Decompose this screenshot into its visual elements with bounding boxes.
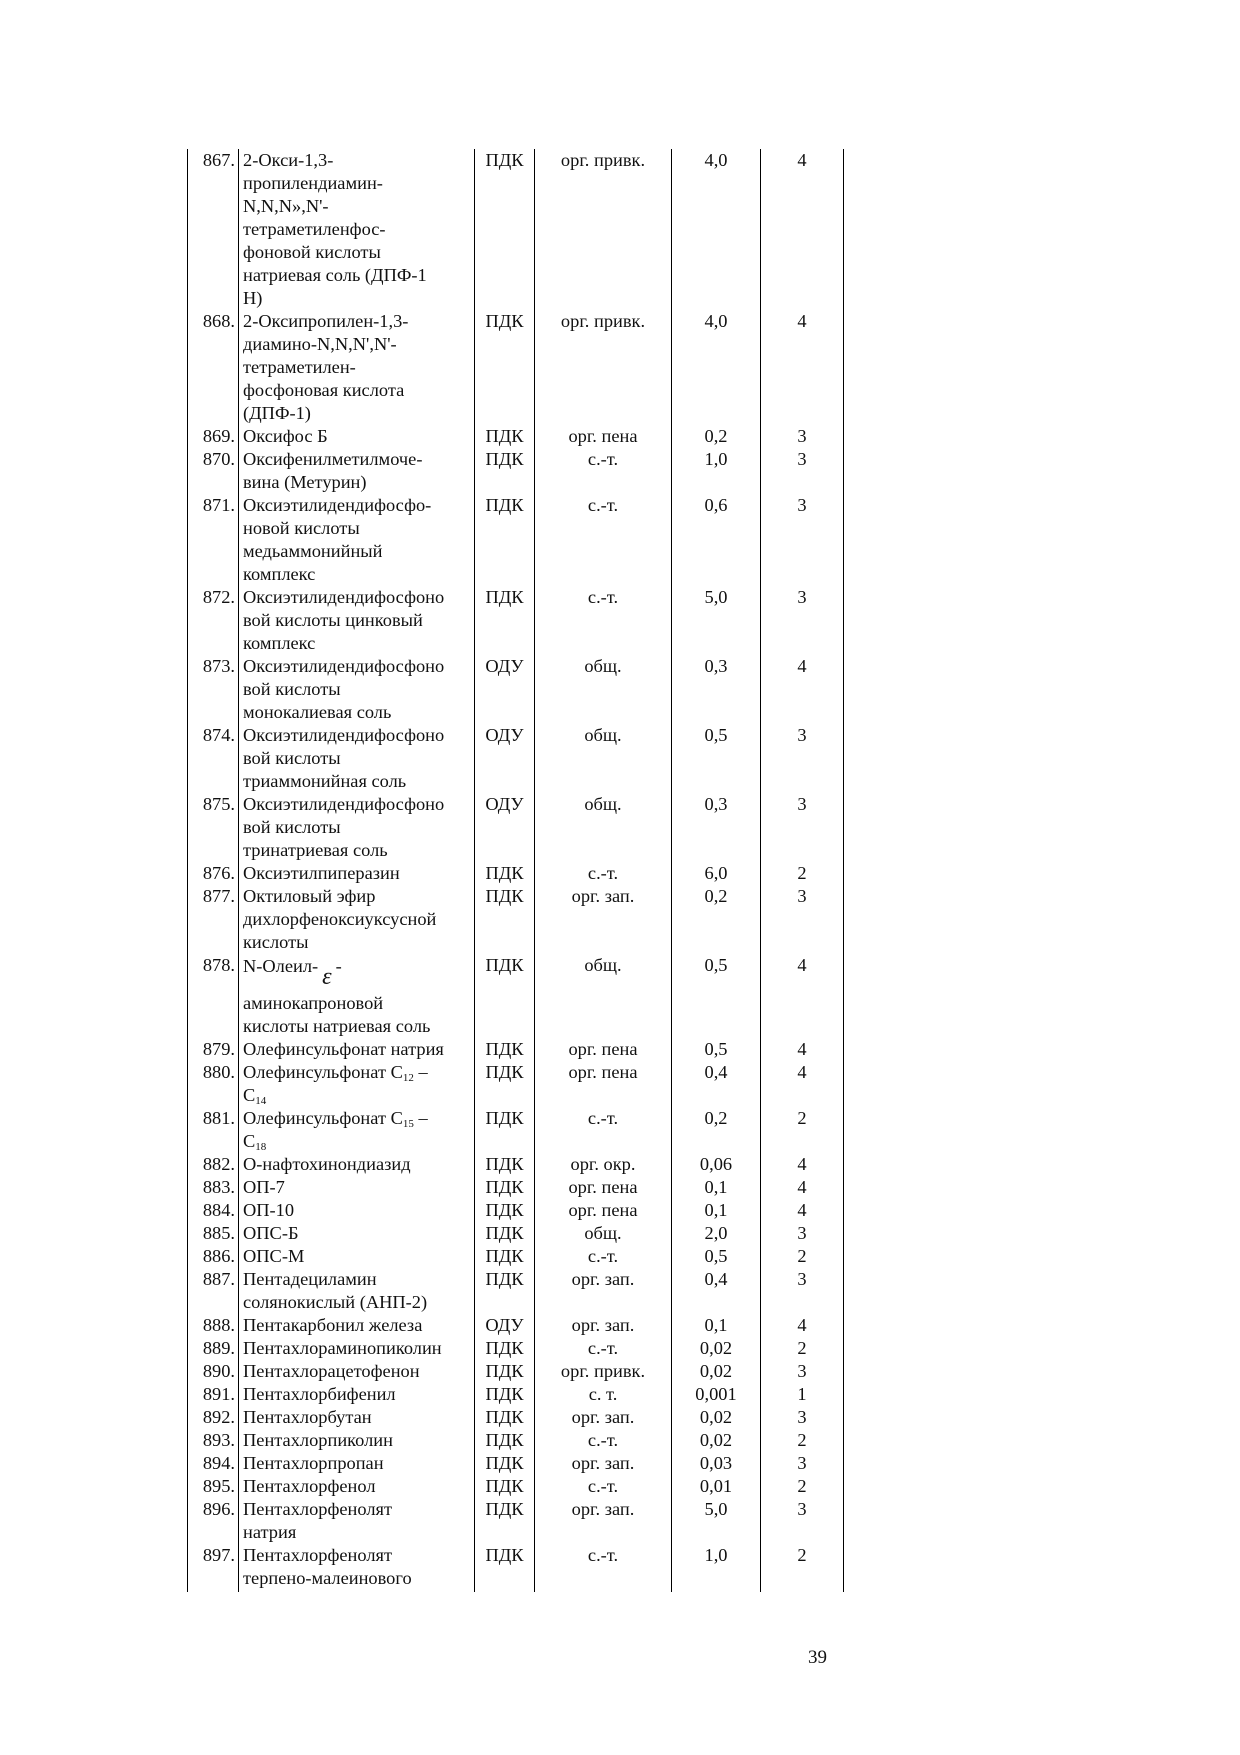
subscript: 15 xyxy=(402,1118,414,1130)
substance-name-line xyxy=(243,1130,474,1153)
substance-name xyxy=(239,1475,475,1498)
hazard-sign: общ. xyxy=(535,793,672,862)
hazard-sign: с.-т. xyxy=(535,448,672,494)
hazard-sign: орг. привк. xyxy=(535,1360,672,1383)
substance-name-line: Пентахлорпропан xyxy=(243,1453,384,1473)
substance-name-line: комплекс xyxy=(243,564,316,584)
norm-value: 0,5 xyxy=(672,724,761,793)
substance-name-line: дихлорфеноксиуксусной xyxy=(243,909,437,929)
substance-name-line: терпено-малеинового xyxy=(243,1568,412,1588)
norm-type: ПДК xyxy=(475,1406,535,1429)
row-number: 871. xyxy=(188,494,239,586)
substance-name-line: Пентахлорфенолят xyxy=(243,1499,393,1519)
norm-type: ПДК xyxy=(475,862,535,885)
substance-name xyxy=(239,1268,475,1314)
substance-name-line: Оксиэтилидендифосфо- xyxy=(243,495,432,515)
norm-value: 0,2 xyxy=(672,1107,761,1153)
table-row xyxy=(188,1314,844,1337)
substance-name-line: монокалиевая соль xyxy=(243,702,392,722)
norm-value: 0,001 xyxy=(672,1383,761,1406)
substance-name xyxy=(239,1544,475,1592)
substance-name-line: (ДПФ-1) xyxy=(243,403,311,423)
hazard-class: 3 xyxy=(761,448,844,494)
substances-table xyxy=(187,149,844,1592)
norm-type: ПДК xyxy=(475,586,535,655)
norm-type: ПДК xyxy=(475,1452,535,1475)
norm-type: ПДК xyxy=(475,448,535,494)
hazard-class: 4 xyxy=(761,1314,844,1337)
substance-name-line: тринатриевая соль xyxy=(243,840,388,860)
row-number: 870. xyxy=(188,448,239,494)
norm-type: ПДК xyxy=(475,954,535,1038)
norm-type: ПДК xyxy=(475,1199,535,1222)
substance-name-line: Оксиэтилпиперазин xyxy=(243,863,400,883)
hazard-class: 4 xyxy=(761,1199,844,1222)
substance-name xyxy=(239,1406,475,1429)
row-number: 869. xyxy=(188,425,239,448)
substance-name-line xyxy=(243,1061,474,1084)
epsilon-symbol: ε xyxy=(322,964,332,990)
norm-value: 2,0 xyxy=(672,1222,761,1245)
substance-name-line: Пентахлорпиколин xyxy=(243,1430,393,1450)
hazard-class: 3 xyxy=(761,1406,844,1429)
substance-name-line: Оксиэтилидендифосфоно xyxy=(243,794,445,814)
norm-type: ОДУ xyxy=(475,793,535,862)
hazard-sign: орг. окр. xyxy=(535,1153,672,1176)
norm-value: 0,4 xyxy=(672,1268,761,1314)
hazard-class: 4 xyxy=(761,655,844,724)
hazard-sign: с.-т. xyxy=(535,862,672,885)
substance-name-line: вой кислоты xyxy=(243,679,341,699)
table-row xyxy=(188,1383,844,1406)
substance-name-line: Олефинсульфонат натрия xyxy=(243,1039,444,1059)
hazard-class: 4 xyxy=(761,1153,844,1176)
norm-value: 0,02 xyxy=(672,1337,761,1360)
norm-type: ПДК xyxy=(475,1475,535,1498)
row-number: 873. xyxy=(188,655,239,724)
substance-name xyxy=(239,1429,475,1452)
norm-value: 0,01 xyxy=(672,1475,761,1498)
hazard-sign: орг. пена xyxy=(535,1176,672,1199)
hazard-class: 4 xyxy=(761,310,844,425)
norm-type: ОДУ xyxy=(475,655,535,724)
substance-name xyxy=(239,1245,475,1268)
norm-type: ПДК xyxy=(475,1544,535,1592)
hazard-class: 2 xyxy=(761,1544,844,1592)
substance-name-line: Оксиэтилидендифосфоно xyxy=(243,656,445,676)
norm-value: 0,2 xyxy=(672,425,761,448)
hazard-sign: с.-т. xyxy=(535,1107,672,1153)
table-row xyxy=(188,448,844,494)
substance-name xyxy=(239,494,475,586)
hazard-class: 2 xyxy=(761,1245,844,1268)
hazard-class: 4 xyxy=(761,149,844,310)
hazard-sign: орг. привк. xyxy=(535,310,672,425)
substance-name xyxy=(239,1337,475,1360)
table-row xyxy=(188,586,844,655)
substance-name-line: пропилендиамин- xyxy=(243,173,383,193)
substance-name xyxy=(239,1360,475,1383)
row-number: 874. xyxy=(188,724,239,793)
substance-name-line: фосфоновая кислота xyxy=(243,380,405,400)
row-number: 872. xyxy=(188,586,239,655)
substance-name-line: Оксифос Б xyxy=(243,426,328,446)
norm-value: 1,0 xyxy=(672,448,761,494)
table-row xyxy=(188,425,844,448)
hazard-sign: орг. пена xyxy=(535,1038,672,1061)
norm-value: 0,3 xyxy=(672,793,761,862)
substance-name xyxy=(239,448,475,494)
row-number: 879. xyxy=(188,1038,239,1061)
substance-name-line: Пентахлорбифенил xyxy=(243,1384,396,1404)
substance-name xyxy=(239,724,475,793)
table-row xyxy=(188,1544,844,1592)
name-text: – xyxy=(413,1062,428,1082)
substance-name xyxy=(239,586,475,655)
substance-name-line: Пентахлораминопиколин xyxy=(243,1338,442,1358)
norm-value: 5,0 xyxy=(672,586,761,655)
hazard-sign: орг. зап. xyxy=(535,885,672,954)
hazard-class: 3 xyxy=(761,1452,844,1475)
substance-name xyxy=(239,1176,475,1199)
table-row xyxy=(188,1429,844,1452)
norm-value: 0,6 xyxy=(672,494,761,586)
substance-name xyxy=(239,1061,475,1107)
hazard-sign: с.-т. xyxy=(535,494,672,586)
norm-value: 0,3 xyxy=(672,655,761,724)
norm-value: 4,0 xyxy=(672,149,761,310)
hazard-class: 4 xyxy=(761,954,844,1038)
substance-name-line: Оксифенилметилмоче- xyxy=(243,449,423,469)
substance-name-line: комплекс xyxy=(243,633,316,653)
hazard-sign: с. т. xyxy=(535,1383,672,1406)
row-number: 885. xyxy=(188,1222,239,1245)
substance-name xyxy=(239,1498,475,1544)
substance-name-line xyxy=(243,1107,474,1130)
table-row xyxy=(188,1337,844,1360)
substance-name-line: вой кислоты xyxy=(243,748,341,768)
substance-name xyxy=(239,885,475,954)
table-row xyxy=(188,1153,844,1176)
hazard-sign: орг. пена xyxy=(535,1199,672,1222)
substance-name-line: Пентахлорацетофенон xyxy=(243,1361,420,1381)
norm-type: ПДК xyxy=(475,1360,535,1383)
hazard-sign: орг. пена xyxy=(535,1061,672,1107)
substance-name-line: кислоты натриевая соль xyxy=(243,1016,431,1036)
table-row xyxy=(188,1199,844,1222)
substance-name-line: вой кислоты xyxy=(243,817,341,837)
substance-name xyxy=(239,149,475,310)
norm-value: 0,1 xyxy=(672,1199,761,1222)
substance-name-line: тетраметилен- xyxy=(243,357,356,377)
substance-name-line: N,N,N»,N'- xyxy=(243,196,329,216)
norm-type: ПДК xyxy=(475,885,535,954)
norm-type: ПДК xyxy=(475,1383,535,1406)
row-number: 882. xyxy=(188,1153,239,1176)
norm-type: ПДК xyxy=(475,1337,535,1360)
norm-value: 0,5 xyxy=(672,1245,761,1268)
substance-name-line: Пентахлорбутан xyxy=(243,1407,372,1427)
subscript: 18 xyxy=(255,1141,267,1153)
name-text: – xyxy=(413,1108,428,1128)
hazard-sign: общ. xyxy=(535,954,672,1038)
substance-name-line: кислоты xyxy=(243,932,309,952)
row-number: 896. xyxy=(188,1498,239,1544)
name-text: Олефинсульфонат С xyxy=(243,1108,403,1128)
norm-type: ПДК xyxy=(475,1107,535,1153)
substance-name-line: ОПС-М xyxy=(243,1246,305,1266)
norm-type: ПДК xyxy=(475,1176,535,1199)
substance-name-line: Пентакарбонил железа xyxy=(243,1315,423,1335)
hazard-class: 3 xyxy=(761,494,844,586)
subscript: 12 xyxy=(402,1072,414,1084)
table-row xyxy=(188,1360,844,1383)
norm-type: ПДК xyxy=(475,425,535,448)
substance-name xyxy=(239,1452,475,1475)
hazard-class: 4 xyxy=(761,1061,844,1107)
norm-value: 0,02 xyxy=(672,1429,761,1452)
substance-name xyxy=(239,1153,475,1176)
hazard-class: 2 xyxy=(761,1107,844,1153)
substance-name xyxy=(239,1199,475,1222)
substance-name-line: Оксиэтилидендифосфоно xyxy=(243,587,445,607)
norm-type: ПДК xyxy=(475,1222,535,1245)
norm-value: 0,1 xyxy=(672,1314,761,1337)
substance-name-line: Оксиэтилидендифосфоно xyxy=(243,725,445,745)
row-number: 889. xyxy=(188,1337,239,1360)
substance-name xyxy=(239,1383,475,1406)
substance-name-line: Пентахлорфенол xyxy=(243,1476,376,1496)
table-row xyxy=(188,1268,844,1314)
substance-name-line: Н) xyxy=(243,288,263,308)
table-row xyxy=(188,494,844,586)
row-number: 876. xyxy=(188,862,239,885)
substance-name-line: 2-Оксипропилен-1,3- xyxy=(243,311,409,331)
table-row xyxy=(188,724,844,793)
hazard-class: 2 xyxy=(761,1337,844,1360)
norm-type: ПДК xyxy=(475,310,535,425)
table-row xyxy=(188,793,844,862)
substance-name-line: триаммонийная соль xyxy=(243,771,407,791)
table-row xyxy=(188,1245,844,1268)
hazard-class: 2 xyxy=(761,1429,844,1452)
hazard-class: 3 xyxy=(761,1268,844,1314)
substance-name-line xyxy=(243,1084,474,1107)
page-number: 39 xyxy=(808,1647,827,1668)
norm-value: 5,0 xyxy=(672,1498,761,1544)
norm-value: 0,02 xyxy=(672,1360,761,1383)
substance-name-line: аминокапроновой xyxy=(243,993,384,1013)
name-text: Олефинсульфонат С xyxy=(243,1062,403,1082)
substance-name xyxy=(239,655,475,724)
table-row xyxy=(188,1452,844,1475)
row-number: 884. xyxy=(188,1199,239,1222)
substance-name-line: новой кислоты xyxy=(243,518,360,538)
substance-name-line: вой кислоты цинковый xyxy=(243,610,423,630)
table-row xyxy=(188,862,844,885)
row-number: 892. xyxy=(188,1406,239,1429)
substance-name-line: ОП-7 xyxy=(243,1177,285,1197)
hazard-class: 2 xyxy=(761,862,844,885)
norm-type: ПДК xyxy=(475,1429,535,1452)
hazard-class: 3 xyxy=(761,1360,844,1383)
norm-type: ПДК xyxy=(475,1498,535,1544)
row-number: 880. xyxy=(188,1061,239,1107)
norm-value: 0,02 xyxy=(672,1406,761,1429)
hazard-sign: с.-т. xyxy=(535,1544,672,1592)
row-number: 891. xyxy=(188,1383,239,1406)
norm-value: 0,5 xyxy=(672,954,761,1038)
hazard-sign: с.-т. xyxy=(535,1337,672,1360)
substance-name-line: солянокислый (АНП-2) xyxy=(243,1292,428,1312)
row-number: 897. xyxy=(188,1544,239,1592)
norm-type: ПДК xyxy=(475,1038,535,1061)
hazard-sign: орг. зап. xyxy=(535,1498,672,1544)
hazard-sign: орг. зап. xyxy=(535,1314,672,1337)
substance-name xyxy=(239,310,475,425)
table-row xyxy=(188,1406,844,1429)
hazard-class: 4 xyxy=(761,1038,844,1061)
hazard-sign: орг. привк. xyxy=(535,149,672,310)
table-row xyxy=(188,1222,844,1245)
row-number: 890. xyxy=(188,1360,239,1383)
table-row xyxy=(188,1498,844,1544)
substance-name xyxy=(239,1314,475,1337)
norm-type: ПДК xyxy=(475,494,535,586)
hazard-sign: орг. зап. xyxy=(535,1268,672,1314)
hazard-class: 3 xyxy=(761,586,844,655)
substance-name-line: ОП-10 xyxy=(243,1200,295,1220)
name-prefix: N-Олеил- xyxy=(243,956,319,976)
table-row xyxy=(188,885,844,954)
hazard-class: 3 xyxy=(761,793,844,862)
table-row xyxy=(188,310,844,425)
hazard-sign: общ. xyxy=(535,1222,672,1245)
substance-name-line: ОПС-Б xyxy=(243,1223,299,1243)
subscript: 14 xyxy=(255,1095,267,1107)
row-number: 887. xyxy=(188,1268,239,1314)
table-row xyxy=(188,954,844,1038)
norm-value: 0,4 xyxy=(672,1061,761,1107)
norm-value: 4,0 xyxy=(672,310,761,425)
hazard-sign: орг. зап. xyxy=(535,1406,672,1429)
hazard-class: 4 xyxy=(761,1176,844,1199)
table-row xyxy=(188,1107,844,1153)
substance-name-line: Октиловый эфир xyxy=(243,886,376,906)
norm-type: ПДК xyxy=(475,1153,535,1176)
hazard-sign: с.-т. xyxy=(535,1429,672,1452)
row-number: 886. xyxy=(188,1245,239,1268)
hazard-sign: общ. xyxy=(535,724,672,793)
row-number: 893. xyxy=(188,1429,239,1452)
hazard-class: 1 xyxy=(761,1383,844,1406)
table-row xyxy=(188,1038,844,1061)
substance-name-line: тетраметиленфос- xyxy=(243,219,386,239)
norm-value: 6,0 xyxy=(672,862,761,885)
table-row xyxy=(188,1475,844,1498)
norm-value: 0,06 xyxy=(672,1153,761,1176)
substance-name-line: диамино-N,N,N',N'- xyxy=(243,334,397,354)
substance-name-line: натриевая соль (ДПФ-1 xyxy=(243,265,427,285)
norm-value: 0,1 xyxy=(672,1176,761,1199)
row-number: 868. xyxy=(188,310,239,425)
hazard-class: 3 xyxy=(761,885,844,954)
norm-type: ОДУ xyxy=(475,724,535,793)
norm-value: 1,0 xyxy=(672,1544,761,1592)
norm-value: 0,5 xyxy=(672,1038,761,1061)
table-row xyxy=(188,149,844,310)
table-body xyxy=(188,149,844,1592)
substance-name-line: вина (Метурин) xyxy=(243,472,367,492)
hazard-sign: общ. xyxy=(535,655,672,724)
norm-type: ПДК xyxy=(475,149,535,310)
substance-name-line: О-нафтохинондиазид xyxy=(243,1154,411,1174)
substance-name-line: медьаммонийный xyxy=(243,541,383,561)
norm-type: ПДК xyxy=(475,1268,535,1314)
hazard-sign: с.-т. xyxy=(535,1245,672,1268)
row-number: 895. xyxy=(188,1475,239,1498)
row-number: 867. xyxy=(188,149,239,310)
substance-name-line: фоновой кислоты xyxy=(243,242,381,262)
substance-name-line: 2-Окси-1,3- xyxy=(243,150,334,170)
substance-name xyxy=(239,954,475,1038)
row-number: 875. xyxy=(188,793,239,862)
row-number: 881. xyxy=(188,1107,239,1153)
substance-name xyxy=(239,1038,475,1061)
row-number: 888. xyxy=(188,1314,239,1337)
substance-name xyxy=(239,425,475,448)
substance-name-line: Пентахлорфенолят xyxy=(243,1545,393,1565)
name-text: С xyxy=(243,1085,256,1105)
row-number: 883. xyxy=(188,1176,239,1199)
name-text: С xyxy=(243,1131,256,1151)
norm-type: ОДУ xyxy=(475,1314,535,1337)
row-number: 877. xyxy=(188,885,239,954)
substance-name-line: натрия xyxy=(243,1522,297,1542)
hazard-sign: орг. пена xyxy=(535,425,672,448)
substance-name xyxy=(239,862,475,885)
row-number: 894. xyxy=(188,1452,239,1475)
table-row xyxy=(188,1061,844,1107)
substance-name xyxy=(239,1107,475,1153)
name-suffix: - xyxy=(335,956,342,976)
hazard-sign: с.-т. xyxy=(535,586,672,655)
norm-type: ПДК xyxy=(475,1245,535,1268)
substance-name xyxy=(239,1222,475,1245)
hazard-class: 3 xyxy=(761,1222,844,1245)
table-row xyxy=(188,655,844,724)
hazard-class: 2 xyxy=(761,1475,844,1498)
substance-name-line xyxy=(243,954,474,990)
table-row xyxy=(188,1176,844,1199)
substance-name xyxy=(239,793,475,862)
substance-name-line: Пентадециламин xyxy=(243,1269,377,1289)
row-number: 878. xyxy=(188,954,239,1038)
hazard-class: 3 xyxy=(761,425,844,448)
hazard-class: 3 xyxy=(761,1498,844,1544)
norm-type: ПДК xyxy=(475,1061,535,1107)
hazard-sign: орг. зап. xyxy=(535,1452,672,1475)
norm-value: 0,2 xyxy=(672,885,761,954)
hazard-class: 3 xyxy=(761,724,844,793)
norm-value: 0,03 xyxy=(672,1452,761,1475)
hazard-sign: с.-т. xyxy=(535,1475,672,1498)
